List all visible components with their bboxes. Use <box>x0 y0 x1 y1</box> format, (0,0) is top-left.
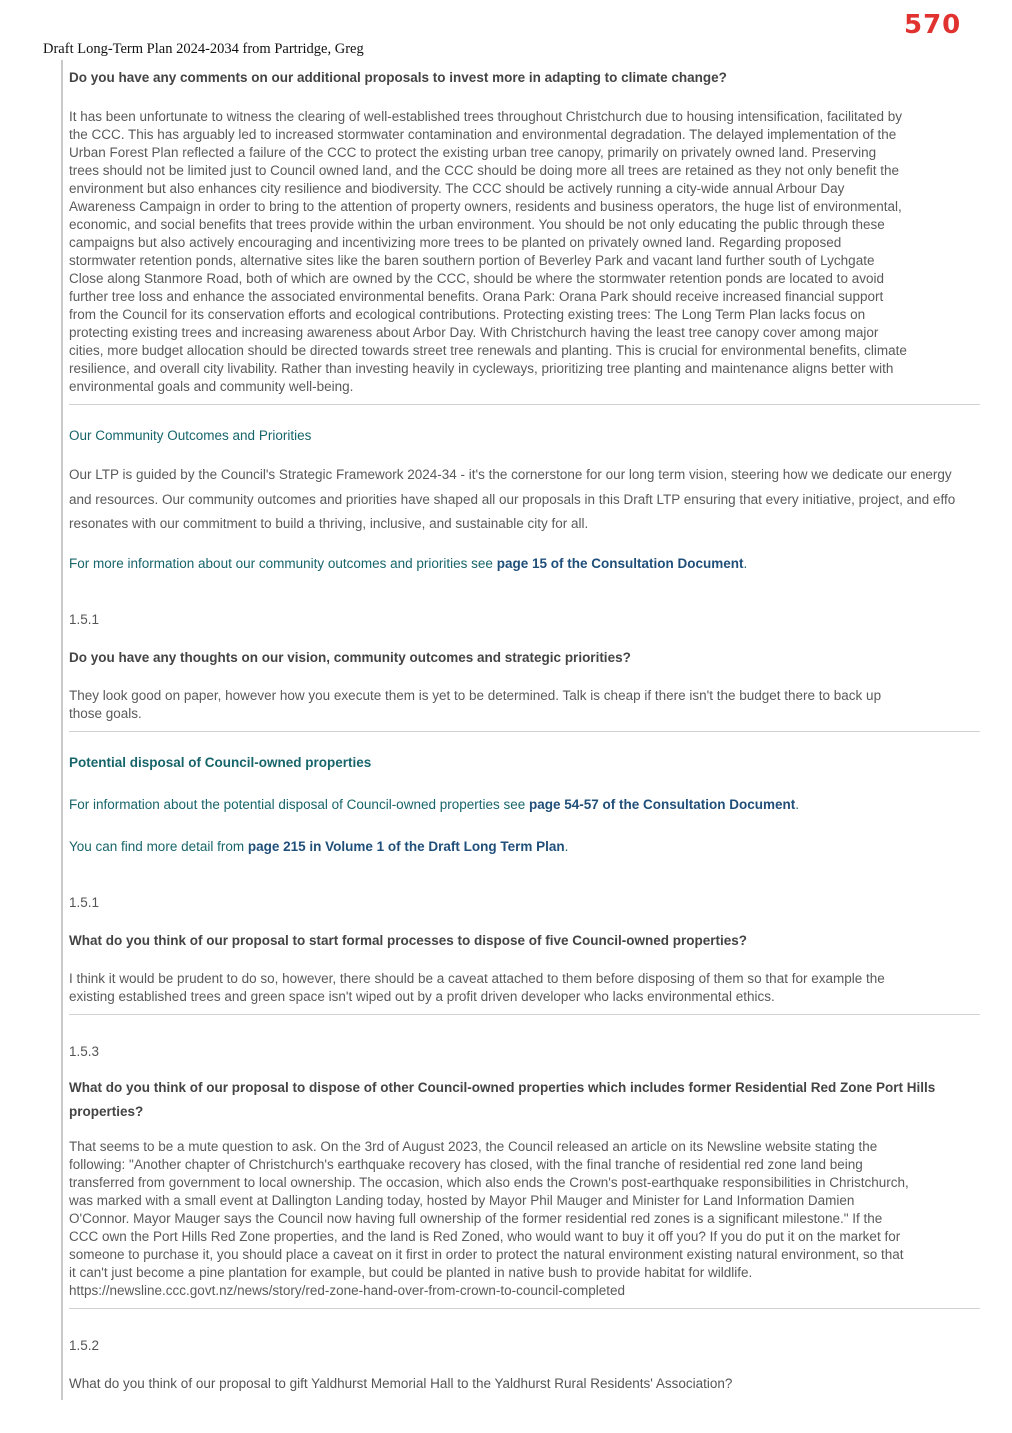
red-zone-answer: That seems to be a mute question to ask. On the 3rd of August 2023, the Council released an article on its Newsline website stating the following: "Another chapter of Christchurch's earthquake recovery has closed, with the final tranche of residential red zone land being transferred from government to local ownership. The occasion, which also ends the Crown's post-earthquake responsibilities in Christchurch, was marked with a small event at Dallington Landing today, hosted by Mayor Phil Mauger and Minister for Land Information Damien O'Connor. Mayor Mauger says the Council now having full ownership of the former residential red zones is a significant milestone." If the CCC own the Port Hills Red Zone properties, and the land is Red Zoned, who would want to buy it off you? If you do put it on the market for someone to purchase it, you should place a caveat on it first in order to protect the natural environment existing natural environment, so that it can't just become a pine plantation for example, but could be planted in native bush to provide habitat for wildlife. https://newsline.ccc.govt.nz/news/story/red-zone-hand-over-from-crown-to-council-completed <box>69 1138 909 1298</box>
outcomes-intro-line: and resources. Our community outcomes and priorities have shaped all our proposals in this Draft LTP ensuring that every initiative, project, and effo <box>69 491 956 507</box>
disposal-info-end: . <box>795 796 800 812</box>
consultation-page-15-link[interactable]: page 15 of the Consultation Document <box>496 555 744 571</box>
disposal-detail-text: You can find more detail from <box>69 838 248 854</box>
disposal-heading: Potential disposal of Council-owned properties <box>69 754 372 770</box>
divider <box>69 1014 980 1015</box>
question-number: 1.5.3 <box>69 1043 100 1059</box>
question-number: 1.5.1 <box>69 611 100 627</box>
question-number: 1.5.2 <box>69 1337 100 1353</box>
consultation-page-54-57-link[interactable]: page 54-57 of the Consultation Document <box>529 796 796 812</box>
dispose-five-question: What do you think of our proposal to start formal processes to dispose of five Council-owned properties? <box>69 932 748 948</box>
outcomes-more-info <box>69 555 980 573</box>
document-header: Draft Long-Term Plan 2024-2034 from Partridge, Greg <box>43 41 364 57</box>
climate-answer: It has been unfortunate to witness the clearing of well-established trees throughout Christchurch due to housing intensification, facilitated by the CCC. This has arguably led to increased stormwater contamination and environmental degradation. The delayed implementation of the Urban Forest Plan reflected a failure of the CCC to protect the existing urban tree canopy, primarily on privately owned land. Preserving trees should not be limited just to Council owned land, and the CCC should be doing more all trees are retained as they not only benefit the environment but also enhances city resilience and biodiversity. The CCC should be actively running a city-wide annual Arbour Day Awareness Campaign in order to bring to the attention of property owners, residents and business operators, the huge list of environmental, economic, and social benefits that trees provide within the urban environment. You should be not only educating the public through these campaigns but also actively encouraging and incentivizing more trees to be planted on privately owned land. Regarding proposed stormwater retention ponds, alternative sites like the baren southern portion of Beverley Park and vacant land further south of Lychgate Close along Stanmore Road, both of which are owned by the CCC, should be where the stormwater retention ponds are located to avoid further tree loss and enhance the associated environmental benefits. Orana Park: Orana Park should receive increased financial support from the Council for its conservation efforts and ecological contributions. Protecting existing trees: The Long Term Plan lacks focus on protecting existing trees and increasing awareness about Arbor Day. With Christchurch having the least tree canopy cover among major cities, more budget allocation should be directed towards street tree renewals and planting. This is crucial for environmental benefits, climate resilience, and overall city livability. Rather than investing heavily in cycleways, prioritizing tree planting and maintenance aligns better with environmental goals and community well-being. <box>69 109 907 394</box>
page-number: 570 <box>904 10 962 40</box>
divider <box>69 731 980 732</box>
outcomes-more-info-text: For more information about our community outcomes and priorities see <box>69 555 497 571</box>
draft-ltp-page-215-link[interactable]: page 215 in Volume 1 of the Draft Long Term Plan <box>247 838 565 854</box>
divider <box>69 1308 980 1309</box>
dispose-five-answer: I think it would be prudent to do so, however, there should be a caveat attached to them before disposing of them so that for example the existing established trees and green space isn't wiped out by a profit driven developer who lacks environmental ethics. <box>69 970 885 1004</box>
outcomes-heading: Our Community Outcomes and Priorities <box>69 428 312 443</box>
disposal-detail <box>69 838 980 856</box>
disposal-detail-end: . <box>564 838 569 854</box>
red-zone-question-line: properties? <box>69 1103 144 1119</box>
vision-answer: They look good on paper, however how you execute them is yet to be determined. Talk is cheap if there isn't the budget there to back up those goals. <box>69 687 882 721</box>
submission-content <box>69 66 980 1393</box>
outcomes-intro <box>69 463 980 537</box>
question-number: 1.5.1 <box>69 894 100 910</box>
red-zone-question-line: What do you think of our proposal to dispose of other Council-owned properties which includes former Residential Red Zone Port Hills <box>69 1079 936 1095</box>
outcomes-intro-line: Our LTP is guided by the Council's Strategic Framework 2024-34 - it's the cornerstone for our long term vision, steering how we dedicate our energy <box>69 467 952 482</box>
left-margin-rule <box>61 60 63 1400</box>
yaldhurst-question: What do you think of our proposal to gift Yaldhurst Memorial Hall to the Yaldhurst Rural Residents' Association? <box>69 1375 733 1391</box>
outcomes-more-info-end: . <box>743 555 748 571</box>
vision-question: Do you have any thoughts on our vision, community outcomes and strategic priorities? <box>69 649 631 665</box>
disposal-info <box>69 796 980 814</box>
red-zone-question <box>69 1076 980 1124</box>
disposal-info-text: For information about the potential disposal of Council-owned properties see <box>69 796 530 812</box>
climate-question: Do you have any comments on our additional proposals to invest more in adapting to climate change? <box>69 70 727 85</box>
divider <box>69 404 980 405</box>
outcomes-intro-line: resonates with our commitment to build a thriving, inclusive, and sustainable city for all. <box>69 516 589 531</box>
